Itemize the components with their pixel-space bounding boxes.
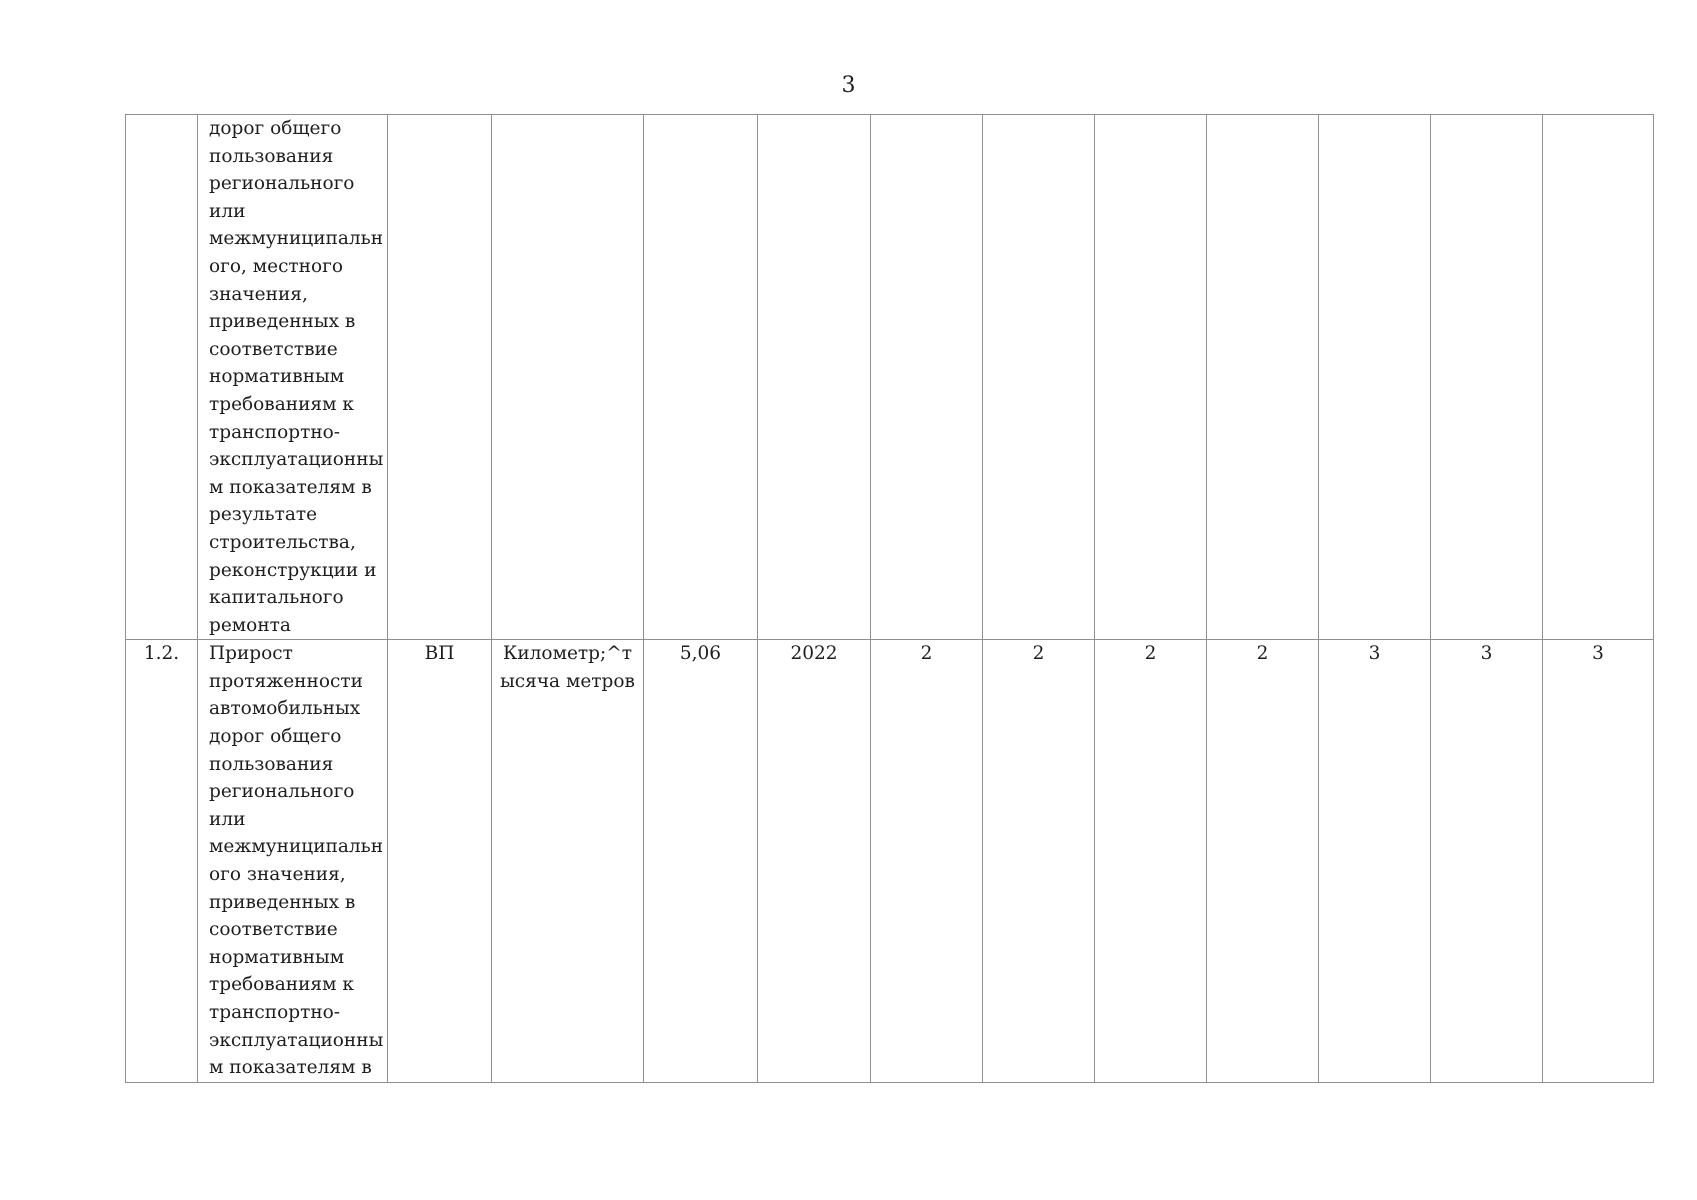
table-row <box>126 640 1654 1083</box>
page-number: 3 <box>841 73 856 98</box>
level-cell: ВП <box>388 640 492 1083</box>
value-cell <box>1431 115 1543 640</box>
value-cell: 2 <box>871 640 983 1083</box>
row-number-cell: 1.2. <box>126 640 198 1083</box>
value-cell <box>1207 115 1319 640</box>
value-cell: 2 <box>983 640 1095 1083</box>
base-value-cell: 5,06 <box>644 640 758 1083</box>
value-cell: 3 <box>1319 640 1431 1083</box>
indicators-table <box>125 114 1654 1083</box>
indicator-name-cell: Прирост протяженности автомобильных дорог общего пользования регионального или межмуниципальн ого значения, приведенных в соответствие нормативным требованиям к транспортно- эксплуатационны м показателям в <box>198 640 388 1083</box>
value-cell <box>1095 115 1207 640</box>
base-year-cell <box>758 115 871 640</box>
level-cell <box>388 115 492 640</box>
row-number-cell <box>126 115 198 640</box>
table-row <box>126 115 1654 640</box>
value-cell <box>1543 115 1654 640</box>
value-cell <box>1319 115 1431 640</box>
value-cell <box>983 115 1095 640</box>
value-cell: 2 <box>1095 640 1207 1083</box>
base-year-cell: 2022 <box>758 640 871 1083</box>
value-cell: 3 <box>1543 640 1654 1083</box>
indicator-name-cell: дорог общего пользования регионального или межмуниципальн ого, местного значения, приведенных в соответствие нормативным требованиям к транспортно- эксплуатационны м показателям в результате строительства, реконструкции и капитального ремонта <box>198 115 388 640</box>
value-cell: 3 <box>1431 640 1543 1083</box>
value-cell <box>871 115 983 640</box>
base-value-cell <box>644 115 758 640</box>
unit-cell <box>492 115 644 640</box>
unit-cell: Километр;^т ысяча метров <box>492 640 644 1083</box>
value-cell: 2 <box>1207 640 1319 1083</box>
